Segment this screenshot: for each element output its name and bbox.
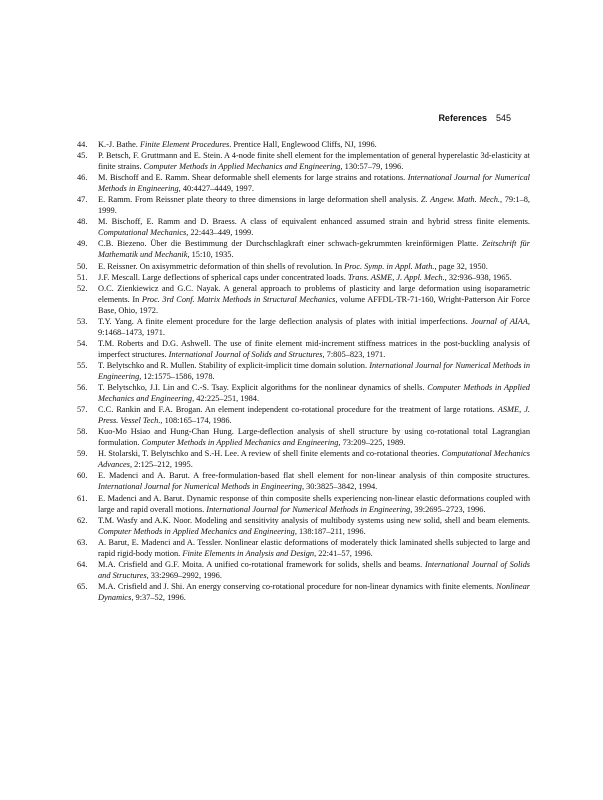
reference-source: International Journal of Solids and Structures [98, 559, 530, 580]
reference-text: H. Stolarski, T. Belytschko and S.-H. Lee. A review of shell finite elements and co-rotational theories. [98, 449, 442, 459]
reference-number: 63. [77, 537, 88, 547]
reference-source: Computer Methods in Applied Mechanics and Engineering [141, 438, 339, 448]
reference-number: 54. [77, 338, 88, 348]
reference-text: P. Betsch, F. Gruttmann and E. Stein. A 4-node finite shell element for the implementation of general hyperelastic 3d-elasticity at finite strains. [98, 151, 530, 172]
reference-number: 45. [77, 151, 88, 161]
reference-text: T.M. Roberts and D.G. Ashwell. The use of finite element mid-increment stiffness matrices in the post-buckling analysis of imperfect structures. [98, 338, 530, 359]
reference-text: , 12:1575–1586, 1978. [139, 371, 215, 381]
reference-item [77, 404, 530, 426]
reference-number: 52. [77, 283, 88, 293]
reference-number: 58. [77, 427, 88, 437]
reference-item [77, 283, 530, 316]
reference-number: 59. [77, 449, 88, 459]
reference-text: , 138:187–211, 1996. [294, 526, 366, 536]
reference-text: E. Reissner. On axisymmetric deformation of thin shells of revolution. In [98, 261, 345, 271]
reference-source: Zeitschrift für Mathematik und Mechanik [98, 239, 530, 260]
reference-number: 61. [77, 493, 88, 503]
reference-number: 65. [77, 581, 88, 591]
reference-text: , page 32, 1950. [434, 261, 488, 271]
reference-text: , volume AFFDL-TR-71-160, Wright-Patterson Air Force Base, Ohio, 1972. [98, 294, 531, 315]
reference-item [77, 216, 530, 238]
reference-source: International Journal for Numerical Methods in Engineering [98, 360, 530, 381]
reference-number: 46. [77, 173, 88, 183]
reference-number: 49. [77, 239, 88, 249]
reference-text: , 73:209–225, 1989. [338, 438, 406, 448]
reference-source: Finite Element Procedures [139, 140, 230, 149]
reference-source: Proc. 3rd Conf. Matrix Methods in Structural Mechanics [141, 294, 336, 304]
reference-text: , 22:443–449, 1999. [186, 228, 254, 238]
reference-text: E. Ramm. From Reissner plate theory to three dimensions in large deformation shell analysis. [98, 195, 421, 205]
reference-number: 55. [77, 360, 88, 370]
reference-list [77, 139, 530, 603]
reference-text: , 2:125–212, 1995. [129, 460, 193, 470]
reference-source: Computational Mechanics Advances [98, 449, 530, 470]
reference-text: E. Madenci and A. Barut. Dynamic response of thin composite shells experiencing non-linear elastic deformations coupled with large and rapid overall motions. [98, 493, 530, 514]
reference-item [77, 559, 530, 581]
reference-number: 64. [77, 559, 88, 569]
reference-text: , 7:805–823, 1971. [322, 349, 386, 359]
reference-source: Computer Methods in Applied Mechanics and Engineering [143, 162, 341, 172]
reference-item [77, 139, 530, 150]
reference-source: Computational Mechanics [98, 228, 187, 238]
reference-source: Z. Angew. Math. Mech. [420, 195, 500, 205]
reference-source: Finite Elements in Analysis and Design [182, 548, 315, 558]
reference-item [77, 338, 530, 360]
reference-number: 56. [77, 383, 88, 393]
reference-number: 60. [77, 471, 88, 481]
reference-text: M. Bischoff, E. Ramm and D. Braess. A class of equivalent enhanced assumed strain and hybrid stress finite elements. [98, 217, 530, 227]
reference-text: , 42:225–251, 1984. [192, 394, 260, 404]
reference-source: Trans. ASME, J. Appl. Mech. [347, 272, 445, 282]
reference-number: 48. [77, 217, 88, 227]
reference-item [77, 382, 530, 404]
reference-text: , 39:2695–2723, 1996. [410, 504, 486, 514]
reference-text: J.F. Mescall. Large deflections of spherical caps under concentrated loads. [98, 272, 348, 282]
reference-source: Nonlinear Dynamics [98, 581, 530, 602]
reference-number: 53. [77, 316, 88, 326]
reference-number: 50. [77, 261, 88, 271]
reference-item [77, 581, 530, 603]
reference-text: T.Y. Yang. A finite element procedure for the large deflection analysis of plates with initial imperfections. [98, 316, 471, 326]
reference-item [77, 316, 530, 338]
reference-item [77, 448, 530, 470]
reference-item [77, 238, 530, 260]
reference-item [77, 261, 530, 272]
reference-item [77, 515, 530, 537]
reference-text: , 22:41–57, 1996. [314, 548, 373, 558]
reference-item [77, 360, 530, 382]
reference-source: International Journal of Solids and Structures [168, 349, 323, 359]
reference-text: T. Belytschko, J.I. Lin and C.-S. Tsay. Explicit algorithms for the nonlinear dynamics of shells. [98, 383, 428, 393]
reference-text: , 9:37–52, 1996. [131, 592, 186, 602]
reference-text: O.C. Zienkiewicz and G.C. Nayak. A general approach to problems of plasticity and large deformation using isoparametric elements. In [98, 283, 530, 304]
reference-text: , 30:3825–3842, 1994. [301, 482, 378, 492]
reference-source: International Journal for Numerical Methods in Engineering [98, 482, 302, 492]
reference-item [77, 150, 530, 172]
reference-item [77, 172, 530, 194]
reference-text: E. Madenci and A. Barut. A free-formulation-based flat shell element for non-linear analysis of thin composite structures. [98, 471, 530, 481]
reference-item [77, 537, 530, 559]
reference-text: M.A. Crisfield and G.F. Moita. A unified co-rotational framework for solids, shells and beams. [98, 559, 425, 569]
reference-item [77, 426, 530, 448]
reference-text: K.-J. Bathe. [98, 140, 140, 149]
reference-source: Proc. Symp. in Appl. Math. [344, 261, 435, 271]
reference-item [77, 194, 530, 216]
reference-text: T. Belytschko and R. Mullen. Stability of explicit-implicit time domain solution. [98, 360, 370, 370]
reference-source: Computer Methods in Applied Mechanics and Engineering [98, 526, 295, 536]
page-number: 545 [495, 113, 511, 123]
reference-number: 62. [77, 515, 88, 525]
reference-text: , 32:936–938, 1965. [444, 272, 512, 282]
reference-text: . Prentice Hall, Englewood Cliffs, NJ, 1996. [229, 140, 377, 149]
reference-text: , 79:1–8, 1999. [98, 195, 531, 216]
reference-source: ASME, J. Press. Vessel Tech. [98, 405, 530, 426]
reference-source: Computer Methods in Applied Mechanics and Engineering [98, 383, 530, 404]
reference-item [77, 470, 530, 492]
reference-text: A. Barut, E. Madenci and A. Tessler. Nonlinear elastic deformations of moderately thick laminated shells subjected to large and rapid rigid-body motion. [98, 537, 530, 558]
reference-number: 57. [77, 405, 88, 415]
reference-number: 51. [77, 272, 88, 282]
reference-item [77, 493, 530, 515]
reference-number: 47. [77, 195, 88, 205]
reference-source: International Journal for Numerical Methods in Engineering [98, 173, 530, 194]
reference-text: , 15:10, 1935. [187, 250, 234, 260]
reference-source: Journal of AIAA [470, 316, 528, 326]
reference-text: T.M. Wasfy and A.K. Noor. Modeling and sensitivity analysis of multibody systems using new solid, shell and beam elements. [98, 515, 530, 525]
reference-text: , 33:2969–2992, 1996. [146, 570, 222, 580]
reference-text: C.C. Rankin and F.A. Brogan. An element independent co-rotational procedure for the treatment of large rotations. [98, 405, 498, 415]
reference-text: , 9:1468–1473, 1971. [98, 316, 530, 337]
reference-text: , 40:4427–4449, 1997. [178, 184, 254, 194]
reference-text: , 108:165–174, 1986. [160, 416, 232, 426]
reference-text: Kuo-Mo Hsiao and Hung-Chan Hung. Large-deflection analysis of shell structure by using co-rotational total Lagrangian formulation. [98, 427, 530, 448]
reference-source: International Journal for Numerical Methods in Engineering [206, 504, 411, 514]
header-title: References [438, 113, 487, 123]
reference-item [77, 272, 530, 283]
reference-text: M.A. Crisfield and J. Shi. An energy conserving co-rotational procedure for non-linear dynamics with finite elements. [98, 581, 497, 591]
reference-text: C.B. Biezeno. Über die Bestimmung der Durchschlagkraft einer schwach-gekrummten kreinförmigen Platte. [98, 239, 483, 249]
reference-number: 44. [77, 140, 88, 149]
running-header [438, 113, 511, 123]
reference-text: M. Bischoff and E. Ramm. Shear deformable shell elements for large strains and rotations. [98, 173, 408, 183]
reference-text: , 130:57–79, 1996. [340, 162, 404, 172]
